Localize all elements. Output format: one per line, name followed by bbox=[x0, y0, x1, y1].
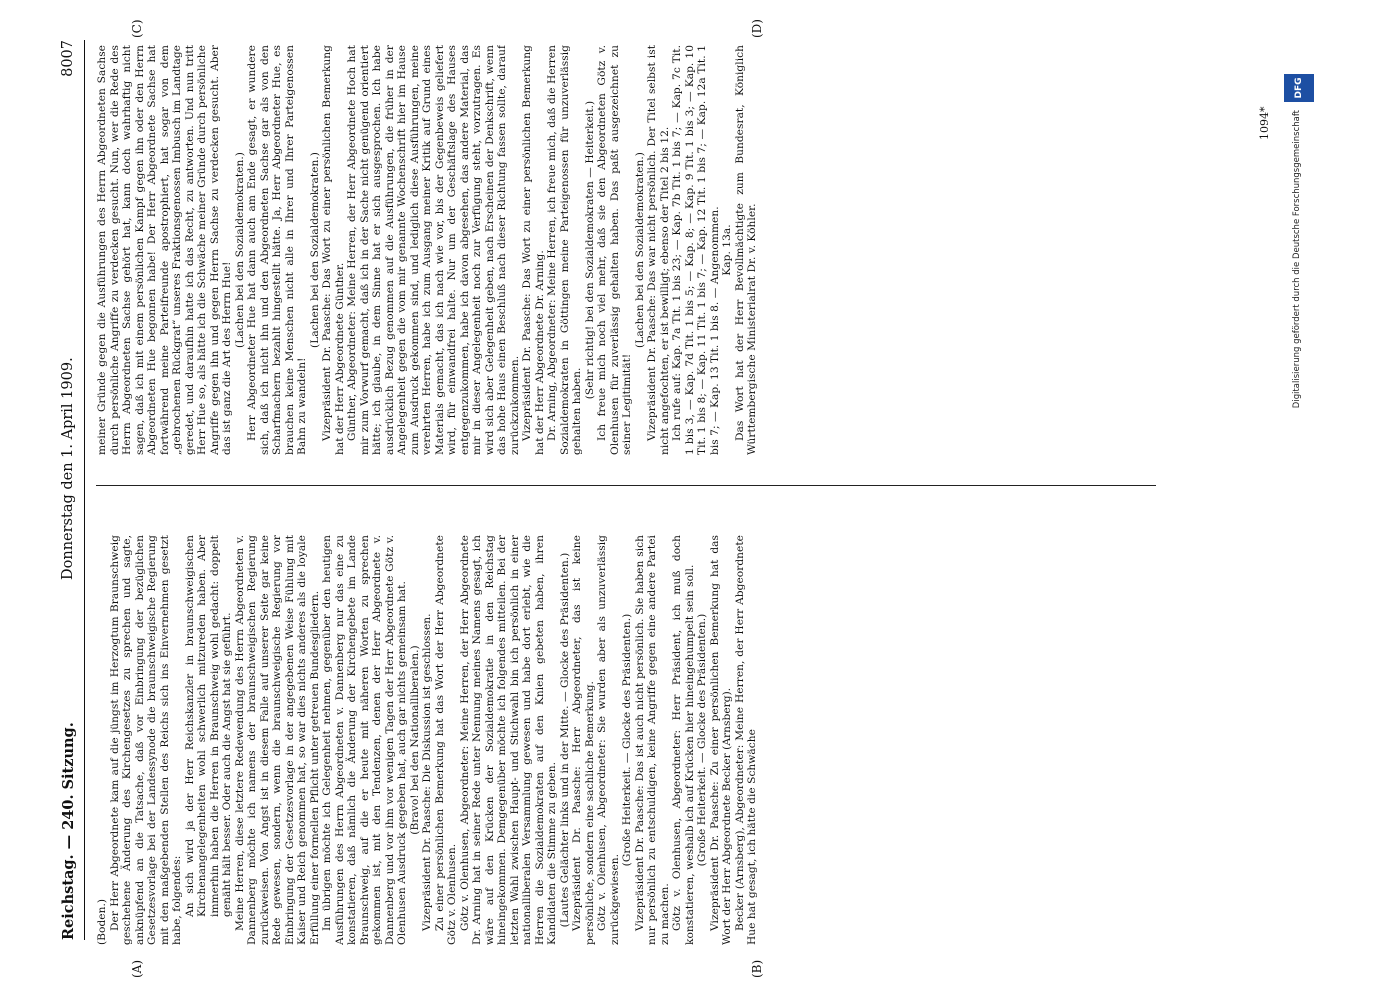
paragraph: Vizepräsident Dr. Paasche: Zu einer persönlichen Bemerkung hat das Wort der Herr Abgeordnete Becker (Arnsberg). bbox=[708, 535, 733, 945]
paragraph: Das Wort hat der Herr Bevollmächtigte zum Bundesrat, Königlich Württembergische Ministerialrat Dr. v. Köhler. bbox=[733, 45, 758, 455]
stage-direction: (Große Heiterkeit. — Glocke des Präsidenten.) bbox=[696, 613, 708, 867]
dfg-logo: DFG bbox=[1284, 74, 1314, 102]
paragraph: Vizepräsident Dr. Paasche: Das Wort zu einer persönlichen Bemerkung hat der Herr Abgeordnete Dr. Arning. bbox=[521, 45, 546, 455]
stage-direction: (Große Heiterkeit. — Glocke des Präsidenten.) bbox=[621, 613, 633, 867]
stage-direction: (Bravo! bei den Nationalliberalen.) bbox=[408, 645, 421, 835]
paragraph: Vizepräsident Dr. Paasche: Die Diskussion ist geschlossen. bbox=[421, 613, 433, 931]
paragraph: Im übrigen möchte ich Gelegenheit nehmen, gegenüber den heutigen Ausführungen des Herrn Abgeordneten v. Dannenberg nur das eine zu konstatieren, daß nämlich die Änderung der Kirchengebete im Lande Braunschweig, auf die er heute mit näheren Worten zu sprechen gekommen ist, mit den Tendenzen, denen der Herr Abgeordnete v. Dannenberg und vor ihm vor wenigen Tagen der Herr Abgeordnete Götz v. Olenhusen Ausdruck gegeben hat, auch gar nichts gemeinsam hat. bbox=[321, 535, 408, 945]
margin-mark-d: (D) bbox=[750, 19, 764, 38]
stage-direction: (Lachen bei den Sozialdemokraten.) bbox=[233, 152, 246, 348]
section-heading: Kap. 13a. bbox=[721, 224, 733, 276]
paragraph: meiner Gründe gegen die Ausführungen des Herrn Abgeordneten Sachse durch persönliche Angriffe zu verdecken gesucht. Nun, wer die Rede des Herrn Abgeordneten Sachse gehört hat, kann doch wahrhaftig nicht sagen, daß ich mit einem persönlichen Kampf gegen ihn oder den Herrn Abgeordneten Hue begonnen habe! Der Herr Abgeordnete Sachse hat fortwährend meine Parteifreunde apostrophiert, hat sogar von dem „gebrochenen Rückgrat“ unseres Fraktionsgenossen Imbusch im Landtage geredet, und daraufhin hatte ich das Recht, zu antworten. Und nun tritt Herr Hue so, als hätte ich die Schwäche meiner Gründe durch persönliche Angriffe gegen ihn und gegen Herrn Sachse zu verdecken gesucht. Aber das ist ganz die Art des Herrn Hue! bbox=[96, 45, 233, 455]
footer-credit bbox=[1284, 74, 1314, 994]
quote-paragraph: An sich wird ja der Herr Reichskanzler in braunschweigischen Kirchenangelegenheiten wohl schwerlich mitzureden haben. Aber immerhin haben die Herren in Braunschweig wohl gedacht: doppelt genäht hält besser. Oder auch die Angst hat sie geführt. bbox=[183, 535, 233, 917]
header-title: Reichstag. — 240. Sitzung. bbox=[60, 722, 77, 940]
footer-text: Digitalisierung gefördert durch die Deutsche Forschungsgemeinschaft bbox=[1292, 110, 1302, 409]
paragraph: Ich freue mich noch viel mehr, daß sie den Abgeordneten Götz v. Olenhusen für zuverlässig gehalten haben. Das paßt ausgezeichnet zu seiner Legitimität! bbox=[596, 45, 633, 455]
paragraph: Der Herr Abgeordnete kam auf die jüngst im Herzogtum Braunschweig geschehene Änderung des Kirchengesetzes zu sprechen und sagte, anknüpfend an die Tatsache, daß vor Einbringung der bezüglichen Gesetzesvorlage bei der Landessynode die braunschweigische Regierung mit den maßgebenden Stellen des Reichs sich ins Einvernehmen gesetzt habe, folgendes: bbox=[108, 535, 183, 945]
paragraph: Herr Abgeordneter Hue hat dann auch am Ende gesagt, er wundere sich, daß ich nicht ihn und den Abgeordneten Sachse gar als von den Scharfmachern bezahlt hingestellt hätte. Ja, Herr Abgeordneter Hue, es brauchen keine Menschen nicht alle in Ihrer und Ihrer Parteigenossen Bahn zu wandeln! bbox=[246, 45, 308, 455]
margin-mark-c: (C) bbox=[130, 19, 144, 38]
margin-mark-b: (B) bbox=[750, 959, 764, 978]
paragraph: Becker (Arnsberg), Abgeordneter: Meine Herren, der Herr Abgeordnete Hue hat gesagt, ich hätte die Schwäche bbox=[733, 535, 758, 945]
column-divider bbox=[96, 485, 1156, 486]
paragraph: Götz v. Olenhusen, Abgeordneter: Sie wurden aber als unzuverlässig zurückgewiesen. bbox=[596, 535, 621, 945]
paragraph: Götz v. Olenhusen, Abgeordneter: Herr Präsident, ich muß doch konstatieren, weshalb ich auf Krücken hier hineingehumpelt sein soll. bbox=[671, 535, 696, 945]
right-column bbox=[96, 45, 1196, 455]
paragraph: Vizepräsident Dr. Paasche: Das ist auch nicht persönlich. Sie haben sich nur persönlich zu entschuldigen, keine Angriffe gegen eine andere Partei zu machen. bbox=[633, 535, 671, 945]
left-column bbox=[96, 535, 1196, 945]
stage-direction: (Lautes Gelächter links und in der Mitte. — Glocke des Präsidenten.) bbox=[558, 552, 571, 928]
stage-direction: (Lachen bei den Sozialdemokraten.) bbox=[633, 152, 646, 348]
paragraph: Götz v. Olenhusen, Abgeordneter: Meine Herren, der Herr Abgeordnete Dr. Arning hat in seiner Rede unter Nennung meines Namens gesagt, ich wäre auf den Krücken der Sozialdemokratie in den Reichstag hineingekommen. Demgegenüber möchte ich folgendes mitteilen. Bei der letzten Wahl zwischen Haupt- und Stichwahl bin ich persönlich in einer nationalliberalen Versammlung gewesen und habe dort erlebt, wie die Herren die Sozialdemokraten auf den Knien gebeten haben, ihren Kandidaten die Stimme zu geben. bbox=[458, 535, 558, 945]
paragraph: Zu einer persönlichen Bemerkung hat das Wort der Herr Abgeordnete Götz v. Olenhusen. bbox=[433, 535, 458, 945]
signature-mark: 1094* bbox=[1258, 106, 1271, 140]
stage-direction: (Sehr richtig! bei den Sozialdemokraten — Heiterkeit.) bbox=[583, 100, 596, 400]
page-header bbox=[58, 40, 85, 940]
margin-mark-a: (A) bbox=[130, 959, 144, 978]
paragraph: Vizepräsident Dr. Paasche: Das Wort zu einer persönlichen Bemerkung hat der Herr Abgeordnete Günther. bbox=[321, 45, 346, 455]
stage-direction: (Lachen bei den Sozialdemokraten.) bbox=[308, 152, 321, 348]
paragraph: Vizepräsident Dr. Paasche: Herr Abgeordneter, das ist keine persönliche, sondern eine sachliche Bemerkung. bbox=[571, 535, 596, 945]
paragraph: Günther, Abgeordneter: Meine Herren, der Herr Abgeordnete Hoch hat mir zum Vorwurf gemacht, daß ich in der Sache nicht genügend orientiert hätte; ich glaube, in dem Sinne hat er sich ausgesprochen. Ich habe ausdrücklich Bezug genommen auf die Ausführungen, die früher in der Angelegenheit gegen die vom mir genannte Wochenschrift hier im Hause zum Ausdruck gekommen sind, und lediglich diese Ausführungen, meine verehrten Herren, habe ich zum Ausgang meiner Kritik auf Grund eines Materials gemacht, das ich nach wie vor, bis der Gegenbeweis geliefert wird, für einwandfrei halte. Nur um der Geschäftslage des Hauses entgegenzukommen, habe ich davon abgesehen, das andere Material, das mir in dieser Angelegenheit noch zur Verfügung steht, vorzutragen. Es wird sich aber Gelegenheit geben, nach Erscheinen der Denkschrift, wenn das hohe Haus einen Beschluß nach dieser Richtung fassen sollte, darauf zurückzukommen. bbox=[346, 45, 521, 455]
paragraph: Ich rufe auf: Kap. 7a Tit. 1 bis 23; — Kap. 7b Tit. 1 bis 7; — Kap. 7c Tit. 1 bis 3, — Kap. 7d Tit. 1 bis 5; — Kap. 8; — Kap. 9 Tit. 1 bis 3; — Kap. 10 Tit. 1 bis 8; — Kap. 11 Tit. 1 bis 7; — Kap. 12 Tit. 1 bis 7; — Kap. 12a Tit. 1 bis 7; — Kap. 13 Tit. 1 bis 8. — Angenommen. bbox=[671, 45, 721, 455]
paragraph: (Boden.) bbox=[96, 898, 108, 945]
paragraph: Dr. Arning, Abgeordneter: Meine Herren, ich freue mich, daß die Herren Sozialdemokraten in Göttingen meine Parteigenossen für unzuverlässig gehalten haben. bbox=[546, 45, 583, 455]
header-date: Donnerstag den 1. April 1909. bbox=[60, 357, 76, 580]
paragraph: Meine Herren, diese letztere Redewendung des Herrn Abgeordneten v. Dannenberg möchte ich namens der braunschweigischen Regierung zurückweisen. Von Angst ist in diesem Falle auf unserer Seite gar keine Rede gewesen, sondern, wenn die braunschweigische Regierung vor Einbringung der Gesetzesvorlage in der angegebenen Weise Fühlung mit Kaiser und Reich genommen hat, so war dies nichts anderes als die loyale Erfüllung einer formellen Pflicht unter getreuen Bundesgliedern. bbox=[233, 535, 321, 945]
page-number: 8007 bbox=[60, 40, 76, 77]
paragraph: Vizepräsident Dr. Paasche: Das war nicht persönlich. Der Titel selbst ist nicht angefochten, er ist bewilligt; ebenso der Titel 2 bis 12. bbox=[646, 45, 671, 455]
